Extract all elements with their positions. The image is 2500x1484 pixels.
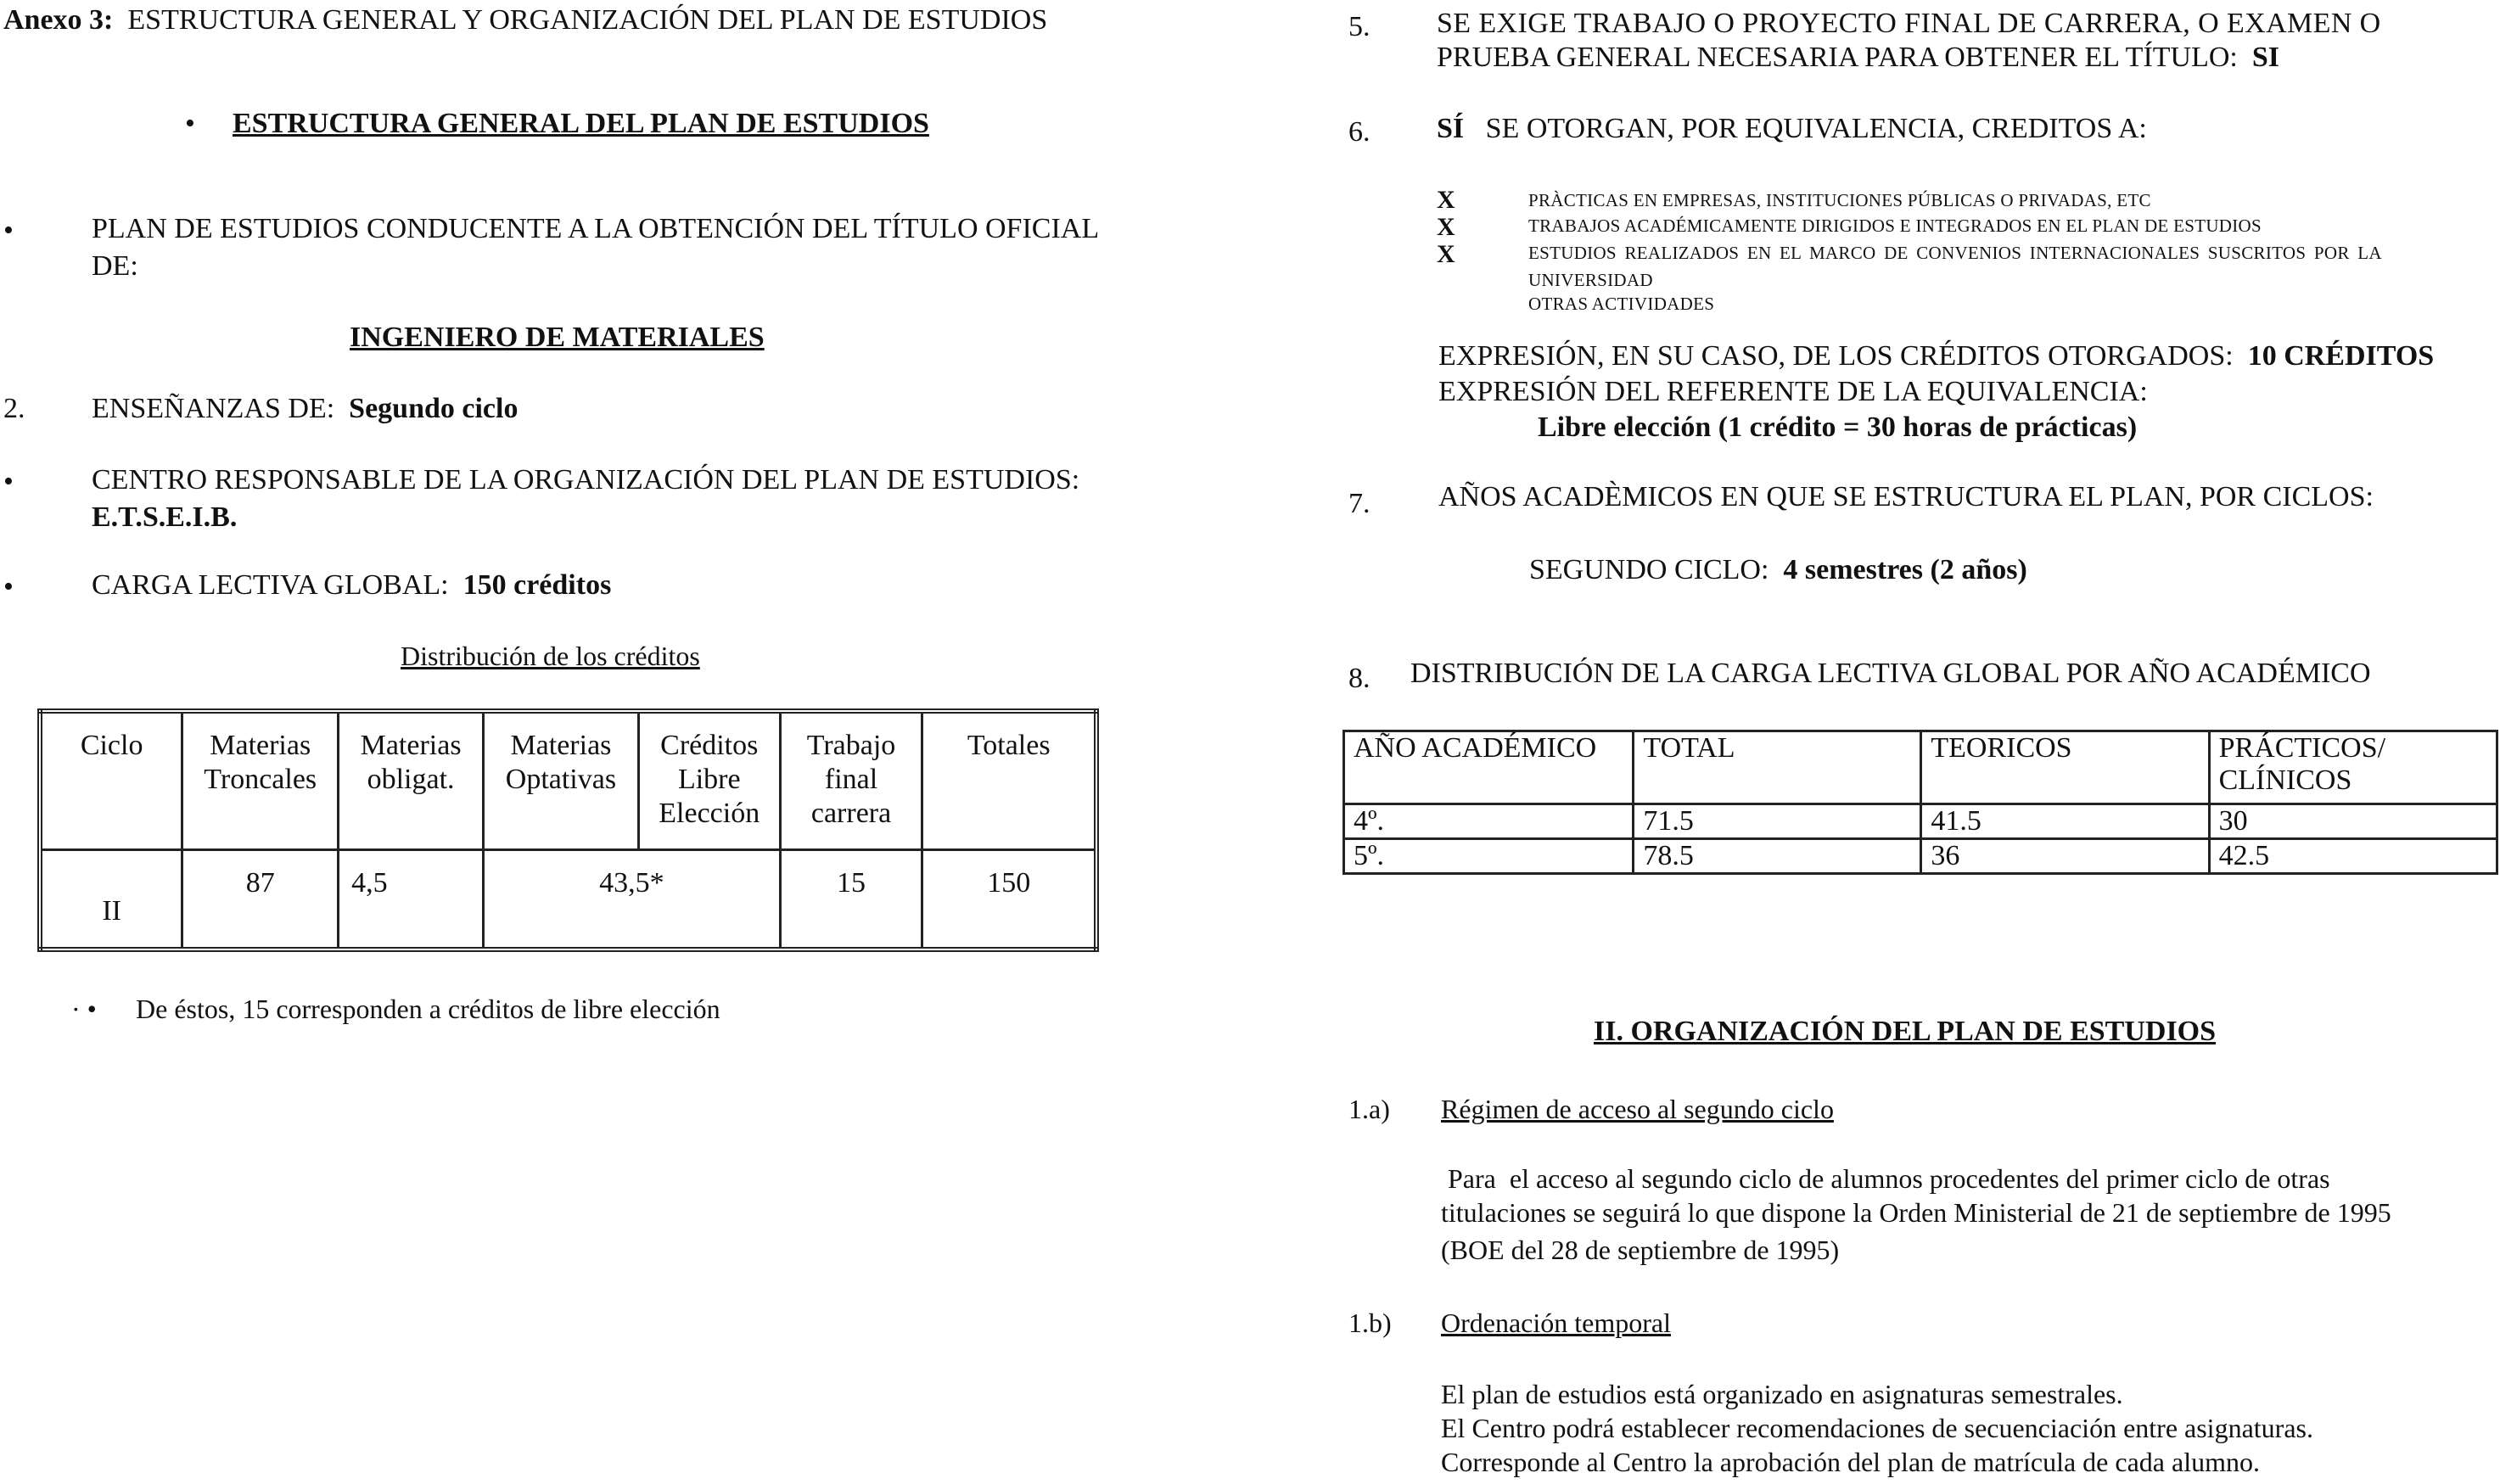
item5-line1: SE EXIGE TRABAJO O PROYECTO FINAL DE CARRERA, O EXAMEN O	[1437, 8, 2381, 39]
item3-bullet: •	[3, 466, 14, 497]
item4-value: 150 créditos	[462, 569, 612, 601]
check-mark: X	[1437, 240, 1455, 268]
item6: SÍ SE OTORGAN, POR EQUIVALENCIA, CREDITOS A:	[1437, 113, 2147, 144]
item4: CARGA LECTIVA GLOBAL: 150 créditos	[92, 569, 612, 601]
table-caption: Distribución de los créditos	[401, 641, 700, 671]
table-row	[1344, 839, 2497, 874]
item8-text: DISTRIBUCIÓN DE LA CARGA LECTIVA GLOBAL POR AÑO ACADÉMICO	[1410, 658, 2371, 689]
header-ciclo: Ciclo	[40, 711, 182, 849]
item4-bullet: •	[3, 571, 14, 602]
s1b-line: Corresponde al Centro la aprobación del plan de matrícula de cada alumno.	[1441, 1447, 2260, 1477]
cell-totales: 150	[922, 849, 1096, 949]
item7-text: AÑOS ACADÈMICOS EN QUE SE ESTRUCTURA EL PLAN, POR CICLOS:	[1438, 481, 2374, 512]
header-teoricos: TEORICOS	[1921, 731, 2209, 804]
header-totales: Totales	[922, 711, 1096, 849]
item3-label: CENTRO RESPONSABLE DE LA ORGANIZACIÓN DEL PLAN DE ESTUDIOS:	[92, 464, 1080, 496]
annex-heading	[3, 3, 1047, 37]
check-mark: X	[1437, 213, 1455, 241]
year-cell: 4º.	[1344, 804, 1634, 839]
teoricos-cell: 41.5	[1921, 804, 2209, 839]
item6-number: 6.	[1348, 116, 1371, 148]
header-obligat: Materias obligat.	[339, 711, 484, 849]
check-item: TRABAJOS ACADÉMICAMENTE DIRIGIDOS E INTEGRADOS EN EL PLAN DE ESTUDIOS	[1528, 216, 2262, 236]
expr2-label: EXPRESIÓN DEL REFERENTE DE LA EQUIVALENCIA:	[1438, 376, 2148, 407]
header-ano-academico: AÑO ACADÉMICO	[1344, 731, 1634, 804]
header-total: TOTAL	[1634, 731, 1921, 804]
teoricos-cell: 36	[1921, 839, 2209, 874]
table-row	[1344, 804, 2497, 839]
s1b-number: 1.b)	[1348, 1308, 1392, 1338]
cell-ciclo: II	[40, 849, 182, 949]
section2-heading: II. ORGANIZACIÓN DEL PLAN DE ESTUDIOS	[1594, 1016, 2217, 1047]
item7-number: 7.	[1348, 488, 1371, 519]
item5-value: SI	[2251, 42, 2280, 73]
practicos-cell: 42.5	[2209, 839, 2497, 874]
s1b-line: El plan de estudios está organizado en asignaturas semestrales.	[1441, 1379, 2123, 1409]
item7-value: SEGUNDO CICLO: 4 semestres (2 años)	[1529, 554, 2027, 585]
s1a-line: Para el acceso al segundo ciclo de alumnos procedentes del primer ciclo de otras	[1441, 1163, 2330, 1194]
expr2-value: Libre elección (1 crédito = 30 horas de prácticas)	[1538, 412, 2138, 443]
check-item: PRÀCTICAS EN EMPRESAS, INSTITUCIONES PÚBLICAS O PRIVADAS, ETC	[1528, 190, 2151, 210]
item2-number: 2.	[3, 393, 25, 424]
item3-value: E.T.S.E.I.B.	[92, 501, 238, 533]
check-mark: X	[1437, 186, 1455, 214]
total-cell: 78.5	[1634, 839, 1921, 874]
footnote: De éstos, 15 corresponden a créditos de libre elección	[136, 994, 720, 1024]
year-cell: 5º.	[1344, 839, 1634, 874]
expr1-value: 10 CRÉDITOS	[2247, 340, 2435, 372]
s1a-number: 1.a)	[1348, 1094, 1390, 1124]
header-troncales: Materias Troncales	[182, 711, 339, 849]
item8-number: 8.	[1348, 663, 1371, 694]
item6-bold: SÍ	[1437, 113, 1465, 144]
item1-line1: PLAN DE ESTUDIOS CONDUCENTE A LA OBTENCIÓN DEL TÍTULO OFICIAL	[92, 213, 1100, 244]
header-optativas: Materias Optativas	[483, 711, 638, 849]
s1a-title: Régimen de acceso al segundo ciclo	[1441, 1094, 1834, 1124]
item1-bullet: •	[3, 215, 14, 246]
expr1: EXPRESIÓN, EN SU CASO, DE LOS CRÉDITOS OTORGADOS: 10 CRÉDITOS	[1438, 340, 2435, 372]
check-item: OTRAS ACTIVIDADES	[1528, 294, 1715, 314]
check-item-continued: UNIVERSIDAD	[1528, 270, 1653, 290]
item5-number: 5.	[1348, 11, 1371, 42]
table-header-row	[40, 711, 1096, 849]
item5-line2: PRUEBA GENERAL NECESARIA PARA OBTENER EL TÍTULO: SI	[1437, 42, 2280, 73]
s1a-line: (BOE del 28 de septiembre de 1995)	[1441, 1235, 1840, 1265]
item2: ENSEÑANZAS DE: Segundo ciclo	[92, 393, 518, 424]
cell-trabajo: 15	[780, 849, 922, 949]
table-row	[40, 849, 1096, 949]
cell-optativas-libre: 43,5*	[483, 849, 780, 949]
header-libre-eleccion: Créditos Libre Elección	[638, 711, 780, 849]
annex-title: ESTRUCTURA GENERAL Y ORGANIZACIÓN DEL PLAN DE ESTUDIOS	[127, 4, 1048, 36]
header-trabajo-final: Trabajo final carrera	[780, 711, 922, 849]
s1b-line: El Centro podrá establecer recomendaciones de secuenciación entre asignaturas.	[1441, 1413, 2313, 1443]
item2-value: Segundo ciclo	[349, 393, 518, 424]
credits-distribution-table	[37, 708, 1099, 952]
section-heading: ESTRUCTURA GENERAL DEL PLAN DE ESTUDIOS	[233, 108, 929, 139]
s1a-line: titulaciones se seguirá lo que dispone la Orden Ministerial de 21 de septiembre de 1995	[1441, 1197, 2391, 1228]
cell-obligat: 4,5	[339, 849, 484, 949]
annex-label: Anexo 3:	[3, 4, 114, 36]
section-bullet: •	[185, 108, 195, 139]
academic-year-table	[1342, 730, 2498, 875]
cell-troncales: 87	[182, 849, 339, 949]
footnote-marks: · •	[71, 994, 97, 1024]
check-item: ESTUDIOS REALIZADOS EN EL MARCO DE CONVENIOS INTERNACIONALES SUSCRITOS POR LA	[1528, 243, 2382, 263]
practicos-cell: 30	[2209, 804, 2497, 839]
header-practicos: PRÁCTICOS/ CLÍNICOS	[2209, 731, 2497, 804]
item1-line2: DE:	[92, 250, 138, 282]
total-cell: 71.5	[1634, 804, 1921, 839]
s1b-title: Ordenación temporal	[1441, 1308, 1671, 1338]
year-table-header	[1344, 731, 2497, 804]
degree-title: INGENIERO DE MATERIALES	[350, 322, 765, 353]
